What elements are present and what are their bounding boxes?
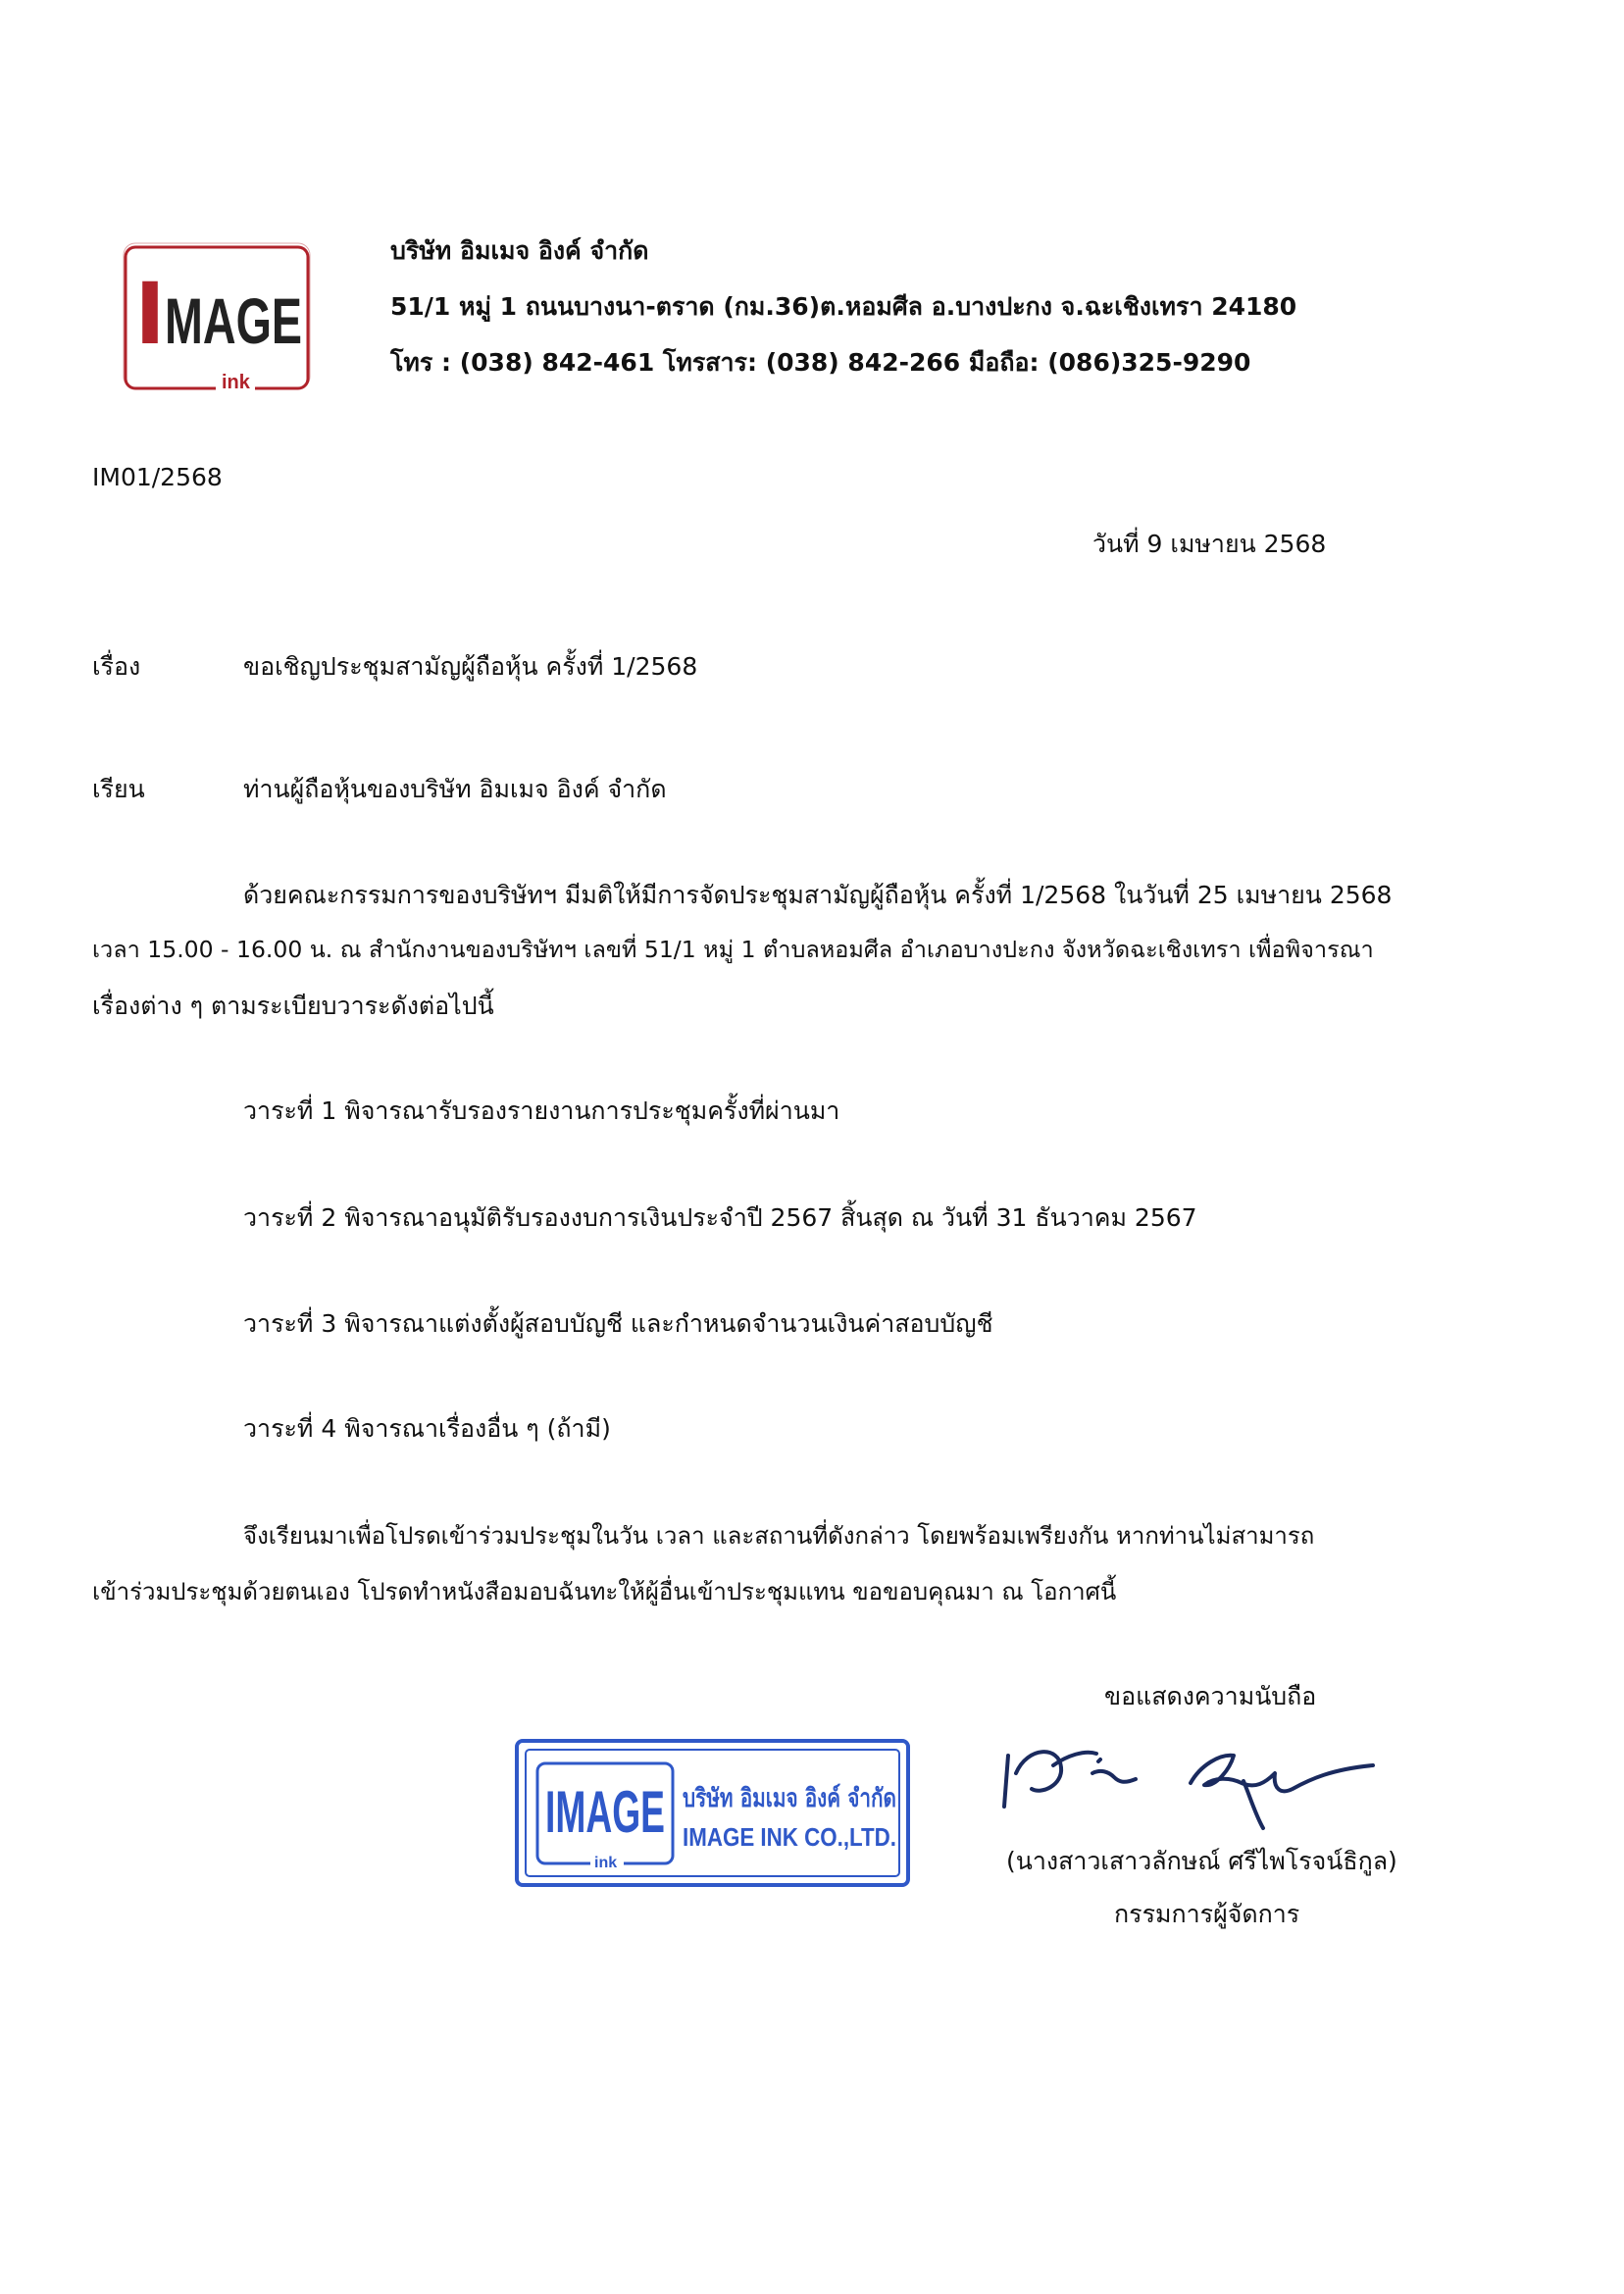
handwritten-signature <box>998 1726 1402 1844</box>
intro-line-1: ด้วยคณะกรรมการของบริษัทฯ มีมติให้มีการจัดประชุมสามัญผู้ถือหุ้น ครั้งที่ 1/2568 ในวันที่ 25 เมษายน 2568 <box>243 881 1393 909</box>
recipient-label: เรียน <box>92 775 145 803</box>
company-logo <box>122 241 314 392</box>
agenda-item-4: วาระที่ 4 พิจารณาเรื่องอื่น ๆ (ถ้ามี) <box>243 1414 611 1443</box>
agenda-item-3: วาระที่ 3 พิจารณาแต่งตั้งผู้สอบบัญชี และกำหนดจำนวนเงินค่าสอบบัญชี <box>243 1309 993 1338</box>
agenda-item-1: วาระที่ 1 พิจารณารับรองรายงานการประชุมครั้งที่ผ่านมา <box>243 1096 840 1125</box>
intro-line-3: เรื่องต่าง ๆ ตามระเบียบวาระดังต่อไปนี้ <box>92 992 494 1020</box>
svg-text:I: I <box>135 263 165 363</box>
reference-number: IM01/2568 <box>92 463 223 491</box>
intro-line-2: เวลา 15.00 - 16.00 น. ณ สำนักงานของบริษัทฯ เลขที่ 51/1 หมู่ 1 ตำบลหอมศีล อำเภอบางปะกง จังหวัดฉะเชิงเทรา เพื่อพิจารณา <box>92 936 1374 963</box>
signer-title: กรรมการผู้จัดการ <box>1114 1900 1300 1928</box>
svg-text:ink: ink <box>222 372 250 393</box>
letter-date: วันที่ 9 เมษายน 2568 <box>1092 530 1327 558</box>
company-logo-graphic <box>122 241 314 392</box>
closing-line-2: เข้าร่วมประชุมด้วยตนเอง โปรดทำหนังสือมอบฉันทะให้ผู้อื่นเข้าประชุมแทน ขอขอบคุณมา ณ โอกาศนี้ <box>92 1578 1117 1606</box>
regards-text: ขอแสดงความนับถือ <box>1104 1682 1317 1710</box>
company-stamp <box>514 1738 952 1888</box>
agenda-item-2: วาระที่ 2 พิจารณาอนุมัติรับรองงบการเงินประจำปี 2567 สิ้นสุด ณ วันที่ 31 ธันวาคม 2567 <box>243 1203 1197 1232</box>
signer-name: (นางสาวเสาวลักษณ์ ศรีไพโรจน์ธิกูล) <box>1006 1847 1397 1875</box>
signature-graphic <box>998 1726 1402 1844</box>
company-address: 51/1 หมู่ 1 ถนนบางนา-ตราด (กม.36)ต.หอมศีล อ.บางปะกง จ.ฉะเชิงเทรา 24180 <box>390 292 1297 321</box>
closing-line-1: จึงเรียนมาเพื่อโปรดเข้าร่วมประชุมในวัน เวลา และสถานที่ดังกล่าว โดยพร้อมเพรียงกัน หากท่านไม่สามารถ <box>243 1522 1315 1550</box>
subject-text: ขอเชิญประชุมสามัญผู้ถือหุ้น ครั้งที่ 1/2568 <box>243 652 698 681</box>
company-contact: โทร : (038) 842-461 โทรสาร: (038) 842-266 มือถือ: (086)325-9290 <box>390 348 1251 377</box>
company-stamp-graphic <box>514 1738 952 1888</box>
svg-text:ink: ink <box>594 1855 618 1871</box>
svg-text:บริษัท อิมเมจ อิงค์ จำกัด: บริษัท อิมเมจ อิงค์ จำกัด <box>683 1784 952 1813</box>
company-name: บริษัท อิมเมจ อิงค์ จำกัด <box>390 236 649 265</box>
recipient-text: ท่านผู้ถือหุ้นของบริษัท อิมเมจ อิงค์ จำกัด <box>243 775 667 803</box>
svg-text:MAGE: MAGE <box>165 284 302 357</box>
svg-text:IMAGE: IMAGE <box>545 1779 665 1845</box>
svg-text:IMAGE INK CO.,LTD.: IMAGE INK CO.,LTD. <box>683 1822 896 1852</box>
subject-label: เรื่อง <box>92 652 141 681</box>
